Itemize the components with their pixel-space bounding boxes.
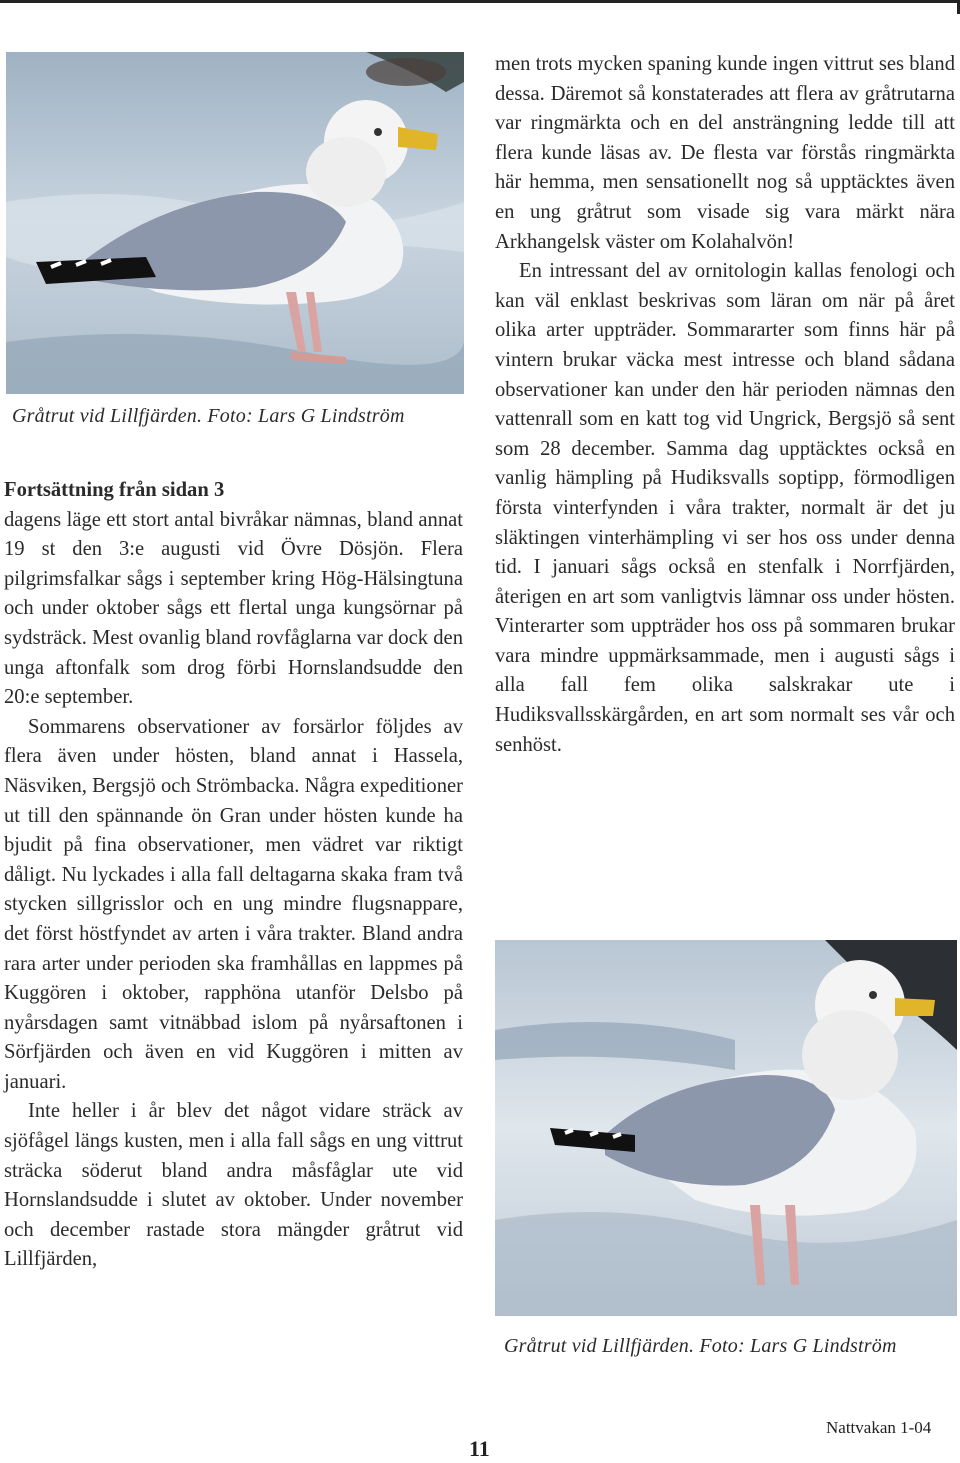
paragraph: men trots mycken spaning kunde ingen vittrut ses bland dessa. Däremot så konstaterades att flera av gråtrutarna var ringmärkta och en del ansträngning ledde till att flera kunde läsas av. De flesta var förstås ringmärkta här hemma, men sensationellt nog så upptäcktes även en ung gråtrut som visade sig vara märkt nära Arkhangelsk väster om Kolahalvön! xyxy=(495,53,955,253)
left-column xyxy=(4,476,463,1275)
paragraph: dagens läge ett stort antal bivråkar nämnas, bland annat 19 st den 3:e augusti vid Övre Dösjön. Flera pilgrimsfalkar sågs i september kring Hög-Hälsingtuna och under oktober sågs ett flertal unga kungsörnar på sydsträck. Mest ovanlig bland rovfåglarna var dock den unga aftonfalk som drog förbi Hornslandsudde den 20:e september. xyxy=(4,508,463,709)
gull-photo-bottom xyxy=(495,940,957,1316)
continuation-heading: Fortsättning från sidan 3 xyxy=(4,479,225,501)
top-rule xyxy=(0,0,960,3)
paragraph: En intressant del av ornitologin kallas fenologi och kan väl enklast beskrivas som läran om när på året olika arter uppträder. Sommararter som finns här på vintern brukar väcka mest intresse och bland sådana observationer kan under den här perioden nämnas den vattenrall som en katt tog vid Ungrick, Bergsjö så sent som 28 december. Samma dag upptäcktes också en vanlig hämpling på Hudiksvalls soptipp, förmodligen första vinterfynden i våra trakter, normalt är det ju släktingen vinterhämpling vi ser hos oss under denna tid. I januari sågs också en stenfalk i Norrfjärden, återigen en art som vanligtvis lämnar oss under hösten. Vinterarter som uppträder hos oss på sommaren brukar vara mindre uppmärksammade, men i augusti sågs i alla fall fem olika salskrakar ute i Hudiksvallsskärgården, en art som normalt ses vår och senhöst. xyxy=(495,260,955,756)
right-column xyxy=(495,50,955,760)
magazine-issue: Nattvakan 1-04 xyxy=(826,1418,932,1437)
gull-photo-top xyxy=(6,52,464,394)
photo-caption-top: Gråtrut vid Lillfjärden. Foto: Lars G Lindström xyxy=(12,405,405,427)
gull-illustration-1 xyxy=(6,52,464,394)
photo-caption-bottom: Gråtrut vid Lillfjärden. Foto: Lars G Lindström xyxy=(504,1335,897,1357)
page-number: 11 xyxy=(469,1436,490,1461)
paragraph: Inte heller i år blev det något vidare sträck av sjöfågel längs kusten, men i alla fall sågs en ung vittrut sträcka söderut bland andra måsfåglar ute vid Hornslandsudde i slutet av oktober. Under november och december rastade stora mängder gråtrut vid Lillfjärden, xyxy=(4,1100,463,1271)
paragraph: Sommarens observationer av forsärlor följdes av flera även under hösten, bland annat i Hassela, Näsviken, Bergsjö och Strömbacka. Några expeditioner ut till den spännande ön Gran under hösten kunde ha bjudit på fina observationer, men vädret var riktigt dåligt. Nu lyckades i alla fall deltagarna skaka fram två stycken sillgrisslor och en ung mindre flugsnappare, det först höstfyndet av arten i våra trakter. Bland andra rara arter under perioden ska framhållas en lappmes på Kuggören i oktober, rapphöna utanför Delsbo på nyårsdagen samt vitnäbbad islom på nyårsaftonen i Sörfjärden och även en vid Kuggören i mitten av januari. xyxy=(4,715,463,1093)
gull-illustration-2 xyxy=(495,940,957,1316)
